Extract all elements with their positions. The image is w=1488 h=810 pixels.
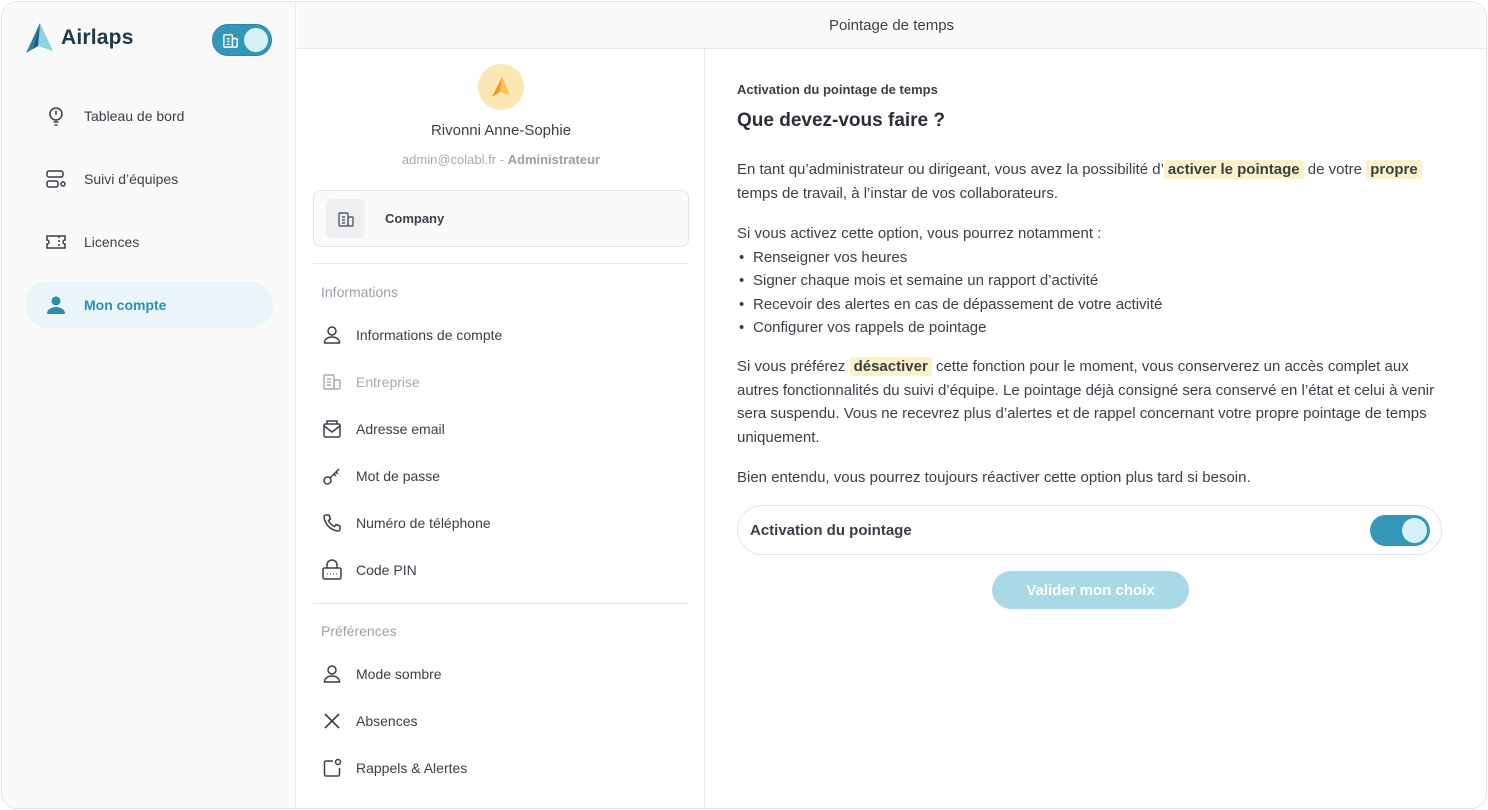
menu-item-label: Entreprise bbox=[356, 374, 420, 390]
building-icon bbox=[337, 210, 355, 228]
sidebar-item-label: Mon compte bbox=[84, 296, 167, 313]
list-item: • Configurer vos rappels de pointage bbox=[737, 316, 1437, 340]
user-name: Rivonni Anne-Sophie bbox=[430, 122, 572, 139]
main-nav bbox=[25, 92, 273, 344]
user-outline-icon bbox=[321, 324, 343, 346]
building-icon bbox=[222, 32, 239, 49]
divider bbox=[313, 263, 689, 264]
content-kicker: Activation du pointage de temps bbox=[737, 82, 938, 97]
menu-item-label: Absences bbox=[356, 713, 418, 729]
sidebar-item-my-account[interactable] bbox=[25, 281, 273, 328]
sidebar-item-dashboard[interactable] bbox=[25, 92, 273, 139]
menu-item-dark-mode[interactable] bbox=[321, 658, 681, 690]
workspace-mode-toggle[interactable] bbox=[212, 24, 272, 56]
menu-item-password[interactable] bbox=[321, 460, 681, 492]
menu-item-email[interactable] bbox=[321, 413, 681, 445]
user-outline-icon bbox=[321, 663, 343, 685]
menu-item-label: Informations de compte bbox=[356, 327, 503, 343]
menu-item-reminders-alerts[interactable] bbox=[321, 752, 681, 784]
close-icon bbox=[321, 710, 343, 732]
company-icon-box bbox=[326, 199, 365, 238]
building-icon bbox=[321, 371, 343, 393]
notification-icon bbox=[321, 757, 343, 779]
brand-name: Airlaps bbox=[61, 26, 134, 49]
paragraph-deactivate bbox=[737, 355, 1437, 449]
content-title: Que devez-vous faire ? bbox=[737, 110, 946, 131]
account-panel bbox=[297, 49, 705, 808]
sidebar-item-label: Suivi d’équipes bbox=[84, 170, 179, 187]
list-item: • Renseigner vos heures bbox=[737, 246, 1437, 270]
team-tracking-icon bbox=[45, 168, 67, 190]
airlaps-logo-icon bbox=[489, 75, 513, 99]
highlight-deactivate: désactiver bbox=[850, 357, 932, 376]
menu-item-company[interactable] bbox=[321, 366, 681, 398]
section-title-preferences: Préférences bbox=[321, 623, 397, 639]
menu-item-label: Adresse email bbox=[356, 421, 445, 437]
list-item: • Signer chaque mois et semaine un rapport d’activité bbox=[737, 269, 1437, 293]
options-intro: Si vous activez cette option, vous pourrez notamment : bbox=[737, 225, 1102, 242]
text: de votre bbox=[1303, 161, 1367, 178]
paragraph-intro bbox=[737, 158, 1437, 205]
envelope-icon bbox=[321, 418, 343, 440]
phone-icon bbox=[321, 512, 343, 534]
menu-item-absences[interactable] bbox=[321, 705, 681, 737]
menu-item-label: Numéro de téléphone bbox=[356, 515, 491, 531]
email-role-separator: - bbox=[496, 152, 508, 167]
lightbulb-icon bbox=[45, 105, 67, 127]
toggle-knob bbox=[244, 28, 268, 52]
toggle-label: Activation du pointage bbox=[750, 521, 912, 539]
text: Si vous préférez bbox=[737, 358, 850, 375]
ticket-icon bbox=[45, 231, 67, 253]
menu-item-label: Mot de passe bbox=[356, 468, 441, 484]
sidebar-item-licenses[interactable] bbox=[25, 218, 273, 265]
user-email: admin@colabl.fr bbox=[401, 152, 497, 167]
sidebar bbox=[2, 2, 296, 808]
user-email-role bbox=[297, 152, 705, 167]
menu-item-pin-code[interactable] bbox=[321, 554, 681, 586]
menu-item-account-info[interactable] bbox=[321, 319, 681, 351]
text: cette fonction pour le moment, vous conserverez un accès complet aux autres fonctionnalités du suivi d’équipe. Le pointage déjà consigné sera conservé en l’état et celui à venir sera suspendu. Vous ne recevrez plus d’alertes et de rappel concernant votre propre pointage de temps uniquement. bbox=[737, 358, 1435, 446]
options-list bbox=[737, 246, 1437, 340]
time-tracking-content bbox=[706, 49, 1486, 808]
submit-choice-button[interactable]: Valider mon choix bbox=[992, 571, 1189, 609]
user-icon bbox=[45, 294, 67, 316]
divider bbox=[313, 603, 689, 604]
text: En tant qu’administrateur ou dirigeant, vous avez la possibilité d’ bbox=[737, 161, 1164, 178]
company-selector[interactable] bbox=[313, 190, 689, 247]
app-window bbox=[1, 1, 1487, 809]
sidebar-item-label: Licences bbox=[84, 233, 140, 250]
key-icon bbox=[321, 465, 343, 487]
brand[interactable] bbox=[24, 22, 134, 54]
paragraph-options bbox=[737, 222, 1437, 340]
menu-item-phone[interactable] bbox=[321, 507, 681, 539]
toggle-knob bbox=[1402, 518, 1427, 543]
highlight-activate: activer le pointage bbox=[1164, 160, 1304, 179]
paragraph-reactivate: Bien entendu, vous pourrez toujours réactiver cette option plus tard si besoin. bbox=[737, 469, 1251, 486]
avatar[interactable] bbox=[478, 64, 524, 110]
user-role: Administrateur bbox=[507, 152, 601, 167]
highlight-own: propre bbox=[1366, 160, 1422, 179]
menu-item-label: Mode sombre bbox=[356, 666, 442, 682]
sidebar-item-team-tracking[interactable] bbox=[25, 155, 273, 202]
page-header bbox=[297, 2, 1486, 49]
page-title: Pointage de temps bbox=[828, 16, 955, 34]
list-item: • Recevoir des alertes en cas de dépassement de votre activité bbox=[737, 293, 1437, 317]
time-tracking-toggle[interactable] bbox=[1370, 515, 1430, 546]
menu-item-label: Code PIN bbox=[356, 562, 417, 578]
time-tracking-activation-row bbox=[737, 505, 1442, 555]
sidebar-item-label: Tableau de bord bbox=[84, 107, 185, 124]
section-title-informations: Informations bbox=[321, 284, 399, 300]
company-name: Company bbox=[385, 211, 445, 226]
text: temps de travail, à l’instar de vos collaborateurs. bbox=[737, 184, 1058, 202]
menu-item-label: Rappels & Alertes bbox=[356, 760, 468, 776]
airlaps-logo-icon bbox=[24, 22, 54, 54]
lock-icon bbox=[321, 559, 343, 581]
